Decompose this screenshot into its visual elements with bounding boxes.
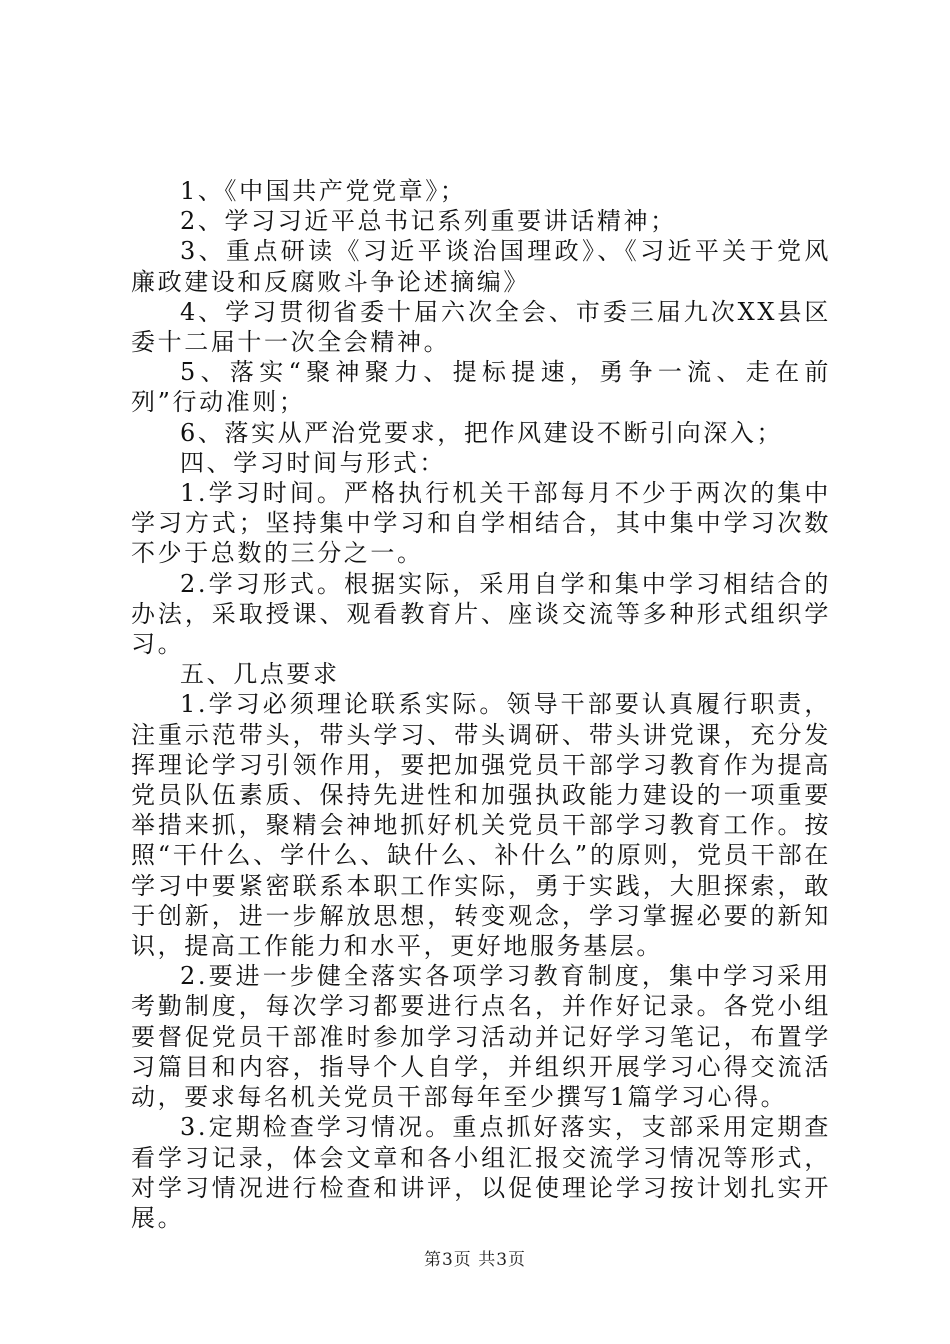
paragraph-study-time: 1.学习时间。严格执行机关干部每月不少于两次的集中学习方式；坚持集中学习和自学相结合，其中集中学习次数不少于总数的三分之一。 xyxy=(131,479,831,568)
paragraph-requirement-2: 2.要进一步健全落实各项学习教育制度，集中学习采用考勤制度，每次学习都要进行点名，并作好记录。各党小组要督促党员干部准时参加学习活动并记好学习笔记，布置学习篇目和内容，指导个人自学，并组织开展学习心得交流活动，要求每名机关党员干部每年至少撰写1篇学习心得。 xyxy=(131,962,831,1112)
paragraph-study-form: 2.学习形式。根据实际，采用自学和集中学习相结合的办法，采取授课、观看教育片、座谈交流等多种形式组织学习。 xyxy=(131,569,831,659)
section-heading-study-time-form: 四、学习时间与形式： xyxy=(180,448,446,477)
list-item-strict-governance: 6、落实从严治党要求，把作风建设不断引向深入； xyxy=(180,418,784,447)
paragraph-requirement-3: 3.定期检查学习情况。重点抓好落实，支部采用定期查看学习记录，体会文章和各小组汇报交流学习情况等形式，对学习情况进行检查和讲评，以促使理论学习按计划扎实开展。 xyxy=(131,1113,831,1232)
list-item-plenary-sessions: 4、学习贯彻省委十届六次全会、市委三届九次XX县区委十二届十一次全会精神。 xyxy=(131,297,831,357)
section-heading-requirements: 五、几点要求 xyxy=(180,660,340,689)
list-item-key-readings: 3、重点研读《习近平谈治国理政》、《习近平关于党风廉政建设和反腐败斗争论述摘编》 xyxy=(131,237,831,296)
document-body xyxy=(131,176,831,1233)
page-number-footer: 第3页 共3页 xyxy=(423,1250,527,1270)
list-item-action-guidelines: 5、落实“聚神聚力、提标提速，勇争一流、走在前列”行动准则； xyxy=(131,358,831,417)
list-item-speech-spirit: 2、学习习近平总书记系列重要讲话精神； xyxy=(180,207,677,236)
paragraph-requirement-1: 1.学习必须理论联系实际。领导干部要认真履行职责，注重示范带头，带头学习、带头调研、带头讲党课，充分发挥理论学习引领作用，要把加强党员干部学习教育作为提高党员队伍素质、保持先进性和加强执政能力建设的一项重要举措来抓，聚精会神地抓好机关党员干部学习教育工作。按照“干什么、学什么、缺什么、补什么”的原则，党员干部在学习中要紧密联系本职工作实际，勇于实践，大胆探索，敢于创新，进一步解放思想，转变观念，学习掌握必要的新知识，提高工作能力和水平，更好地服务基层。 xyxy=(131,690,831,961)
list-item-party-constitution: 1、《中国共产党党章》； xyxy=(180,177,467,205)
